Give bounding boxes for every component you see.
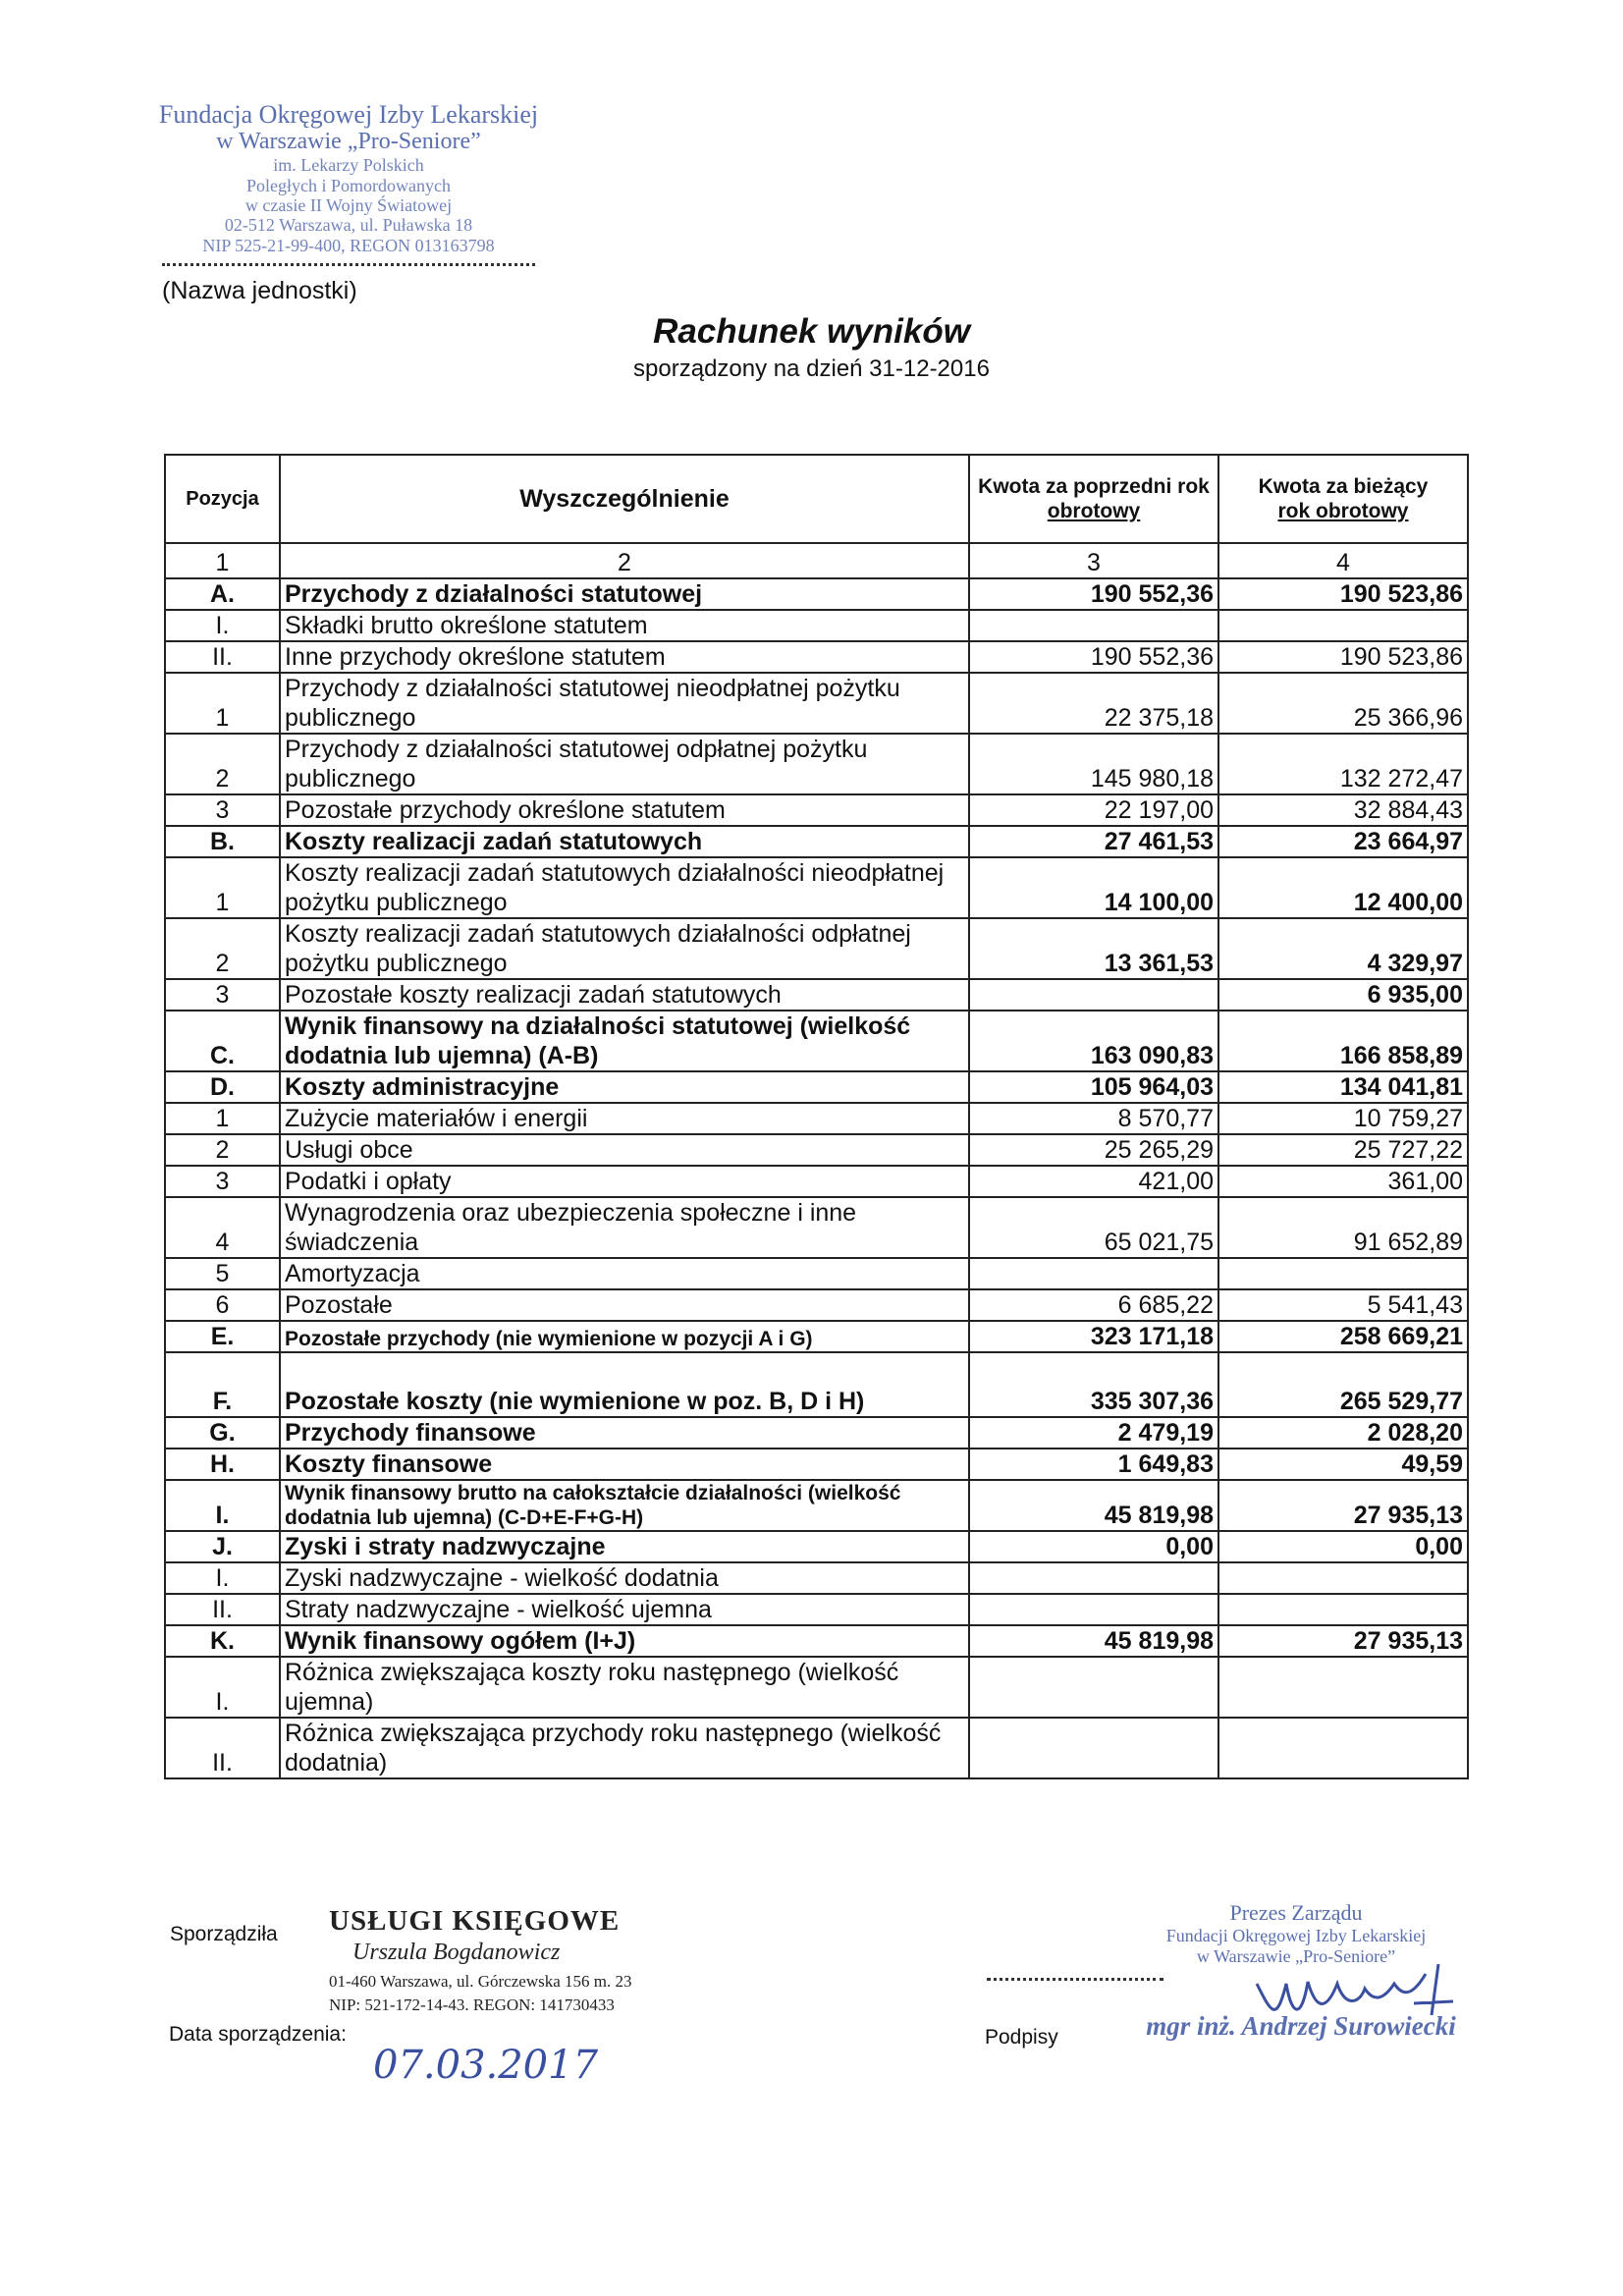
header-current-year-line1: Kwota za bieżący — [1258, 474, 1429, 498]
dotted-line — [162, 263, 535, 266]
row-position: F. — [165, 1352, 280, 1417]
row-current-amount: 4 329,97 — [1218, 918, 1468, 979]
document-title: Rachunek wyników — [653, 312, 970, 351]
row-position: 3 — [165, 1166, 280, 1197]
row-description: Usługi obce — [280, 1134, 969, 1166]
row-current-amount — [1218, 1718, 1468, 1778]
table-row — [165, 1625, 1468, 1657]
row-current-amount: 132 272,47 — [1218, 734, 1468, 794]
row-description: Amortyzacja — [280, 1258, 969, 1289]
table-row — [165, 1718, 1468, 1778]
row-previous-amount: 421,00 — [969, 1166, 1218, 1197]
table-row — [165, 1071, 1468, 1103]
table-row — [165, 918, 1468, 979]
table-row — [165, 1321, 1468, 1352]
row-previous-amount: 14 100,00 — [969, 857, 1218, 918]
row-current-amount: 27 935,13 — [1218, 1625, 1468, 1657]
stamp-line: NIP 525-21-99-400, REGON 013163798 — [202, 235, 495, 255]
signatures-label: Podpisy — [985, 2026, 1058, 2049]
row-current-amount: 5 541,43 — [1218, 1289, 1468, 1321]
row-current-amount — [1218, 1562, 1468, 1594]
row-current-amount: 265 529,77 — [1218, 1352, 1468, 1417]
row-description: Przychody z działalności statutowej — [280, 578, 969, 610]
table-row — [165, 1657, 1468, 1718]
table-row — [165, 826, 1468, 857]
row-position: G. — [165, 1417, 280, 1449]
row-position: II. — [165, 641, 280, 673]
table-row — [165, 1197, 1468, 1258]
header-current-year — [1218, 455, 1468, 543]
income-statement-table — [164, 454, 1469, 1779]
header-previous-year — [969, 455, 1218, 543]
accountant-stamp-name: Urszula Bogdanowicz — [352, 1940, 561, 1965]
row-previous-amount: 1 649,83 — [969, 1449, 1218, 1480]
header-previous-year-line1: Kwota za poprzedni rok — [978, 474, 1210, 498]
accountant-stamp-title: USŁUGI KSIĘGOWE — [329, 1905, 621, 1937]
row-current-amount: 6 935,00 — [1218, 979, 1468, 1011]
row-previous-amount — [969, 1562, 1218, 1594]
row-position: C. — [165, 1011, 280, 1071]
row-position: 6 — [165, 1289, 280, 1321]
row-description: Pozostałe przychody określone statutem — [280, 794, 969, 826]
row-description: Koszty realizacji zadań statutowych działalności nieodpłatnej pożytku publicznego — [280, 857, 969, 918]
row-current-amount: 190 523,86 — [1218, 578, 1468, 610]
row-current-amount: 258 669,21 — [1218, 1321, 1468, 1352]
table-body — [165, 578, 1468, 1778]
row-current-amount — [1218, 1258, 1468, 1289]
row-position: 2 — [165, 734, 280, 794]
row-current-amount: 27 935,13 — [1218, 1480, 1468, 1531]
table-row — [165, 641, 1468, 673]
signature-dotted-line — [987, 1978, 1163, 1981]
row-description: Straty nadzwyczajne - wielkość ujemna — [280, 1594, 969, 1625]
row-previous-amount: 145 980,18 — [969, 734, 1218, 794]
row-description: Inne przychody określone statutem — [280, 641, 969, 673]
table-row — [165, 1289, 1468, 1321]
row-description: Pozostałe — [280, 1289, 969, 1321]
row-current-amount — [1218, 1657, 1468, 1718]
board-stamp-role: Prezes Zarządu — [1229, 1900, 1363, 1925]
table-row — [165, 578, 1468, 610]
row-description: Podatki i opłaty — [280, 1166, 969, 1197]
board-stamp-org: Fundacji Okręgowej Izby Lekarskiej — [1165, 1926, 1427, 1945]
column-number-row — [165, 543, 1468, 578]
table-row — [165, 1417, 1468, 1449]
table-row — [165, 1531, 1468, 1562]
row-position: I. — [165, 1480, 280, 1531]
preparation-date-label: Data sporządzenia: — [169, 2023, 347, 2046]
row-previous-amount: 2 479,19 — [969, 1417, 1218, 1449]
prepared-by-label: Sporządziła — [170, 1923, 278, 1945]
row-position: 3 — [165, 794, 280, 826]
header-position: Pozycja — [165, 455, 280, 543]
row-current-amount: 49,59 — [1218, 1449, 1468, 1480]
row-description: Składki brutto określone statutem — [280, 610, 969, 641]
row-previous-amount: 27 461,53 — [969, 826, 1218, 857]
stamp-line: im. Lekarzy Polskich — [273, 155, 424, 176]
header-description: Wyszczególnienie — [280, 455, 969, 543]
row-description: Pozostałe koszty (nie wymienione w poz. B, D i H) — [280, 1352, 969, 1417]
row-previous-amount: 163 090,83 — [969, 1011, 1218, 1071]
row-position: 1 — [165, 857, 280, 918]
table-row — [165, 1480, 1468, 1531]
row-current-amount — [1218, 610, 1468, 641]
unit-name-label: (Nazwa jednostki) — [162, 277, 357, 304]
row-previous-amount — [969, 1718, 1218, 1778]
row-previous-amount: 105 964,03 — [969, 1071, 1218, 1103]
table-row — [165, 610, 1468, 641]
row-previous-amount: 65 021,75 — [969, 1197, 1218, 1258]
column-number: 4 — [1218, 543, 1468, 578]
row-current-amount — [1218, 1594, 1468, 1625]
row-current-amount: 166 858,89 — [1218, 1011, 1468, 1071]
handwritten-date: 07.03.2017 — [373, 2043, 599, 2088]
row-description: Koszty realizacji zadań statutowych — [280, 826, 969, 857]
stamp-line: 02-512 Warszawa, ul. Puławska 18 — [224, 215, 473, 236]
stamp-line: w czasie II Wojny Światowej — [244, 195, 453, 216]
table-row — [165, 857, 1468, 918]
row-description: Koszty finansowe — [280, 1449, 969, 1480]
row-current-amount: 10 759,27 — [1218, 1103, 1468, 1134]
row-position: 4 — [165, 1197, 280, 1258]
row-position: J. — [165, 1531, 280, 1562]
table-header-row — [165, 455, 1468, 543]
table-row — [165, 1352, 1468, 1417]
row-description: Wynik finansowy brutto na całokształcie działalności (wielkość dodatnia lub ujemna) (C-D+E-F+G-H) — [280, 1480, 969, 1531]
row-previous-amount: 45 819,98 — [969, 1625, 1218, 1657]
header-current-year-line2: rok obrotowy — [1277, 500, 1409, 522]
row-previous-amount — [969, 1594, 1218, 1625]
row-position: 2 — [165, 1134, 280, 1166]
row-current-amount: 0,00 — [1218, 1531, 1468, 1562]
row-position: 5 — [165, 1258, 280, 1289]
row-position: I. — [165, 1562, 280, 1594]
accountant-stamp-address: 01-460 Warszawa, ul. Górczewska 156 m. 23 — [329, 1972, 632, 1991]
row-current-amount: 91 652,89 — [1218, 1197, 1468, 1258]
row-position: B. — [165, 826, 280, 857]
row-position: 3 — [165, 979, 280, 1011]
table-row — [165, 1134, 1468, 1166]
board-signer-name: mgr inż. Andrzej Surowiecki — [1146, 2011, 1456, 2041]
column-number: 3 — [969, 543, 1218, 578]
row-previous-amount — [969, 979, 1218, 1011]
table-row — [165, 979, 1468, 1011]
organization-stamp — [133, 100, 565, 255]
table-row — [165, 1166, 1468, 1197]
row-description: Wynagrodzenia oraz ubezpieczenia społeczne i inne świadczenia — [280, 1197, 969, 1258]
row-previous-amount: 13 361,53 — [969, 918, 1218, 979]
row-previous-amount — [969, 1258, 1218, 1289]
row-description: Pozostałe koszty realizacji zadań statutowych — [280, 979, 969, 1011]
row-position: I. — [165, 1657, 280, 1718]
row-current-amount: 134 041,81 — [1218, 1071, 1468, 1103]
table-row — [165, 1594, 1468, 1625]
row-position: K. — [165, 1625, 280, 1657]
row-previous-amount: 25 265,29 — [969, 1134, 1218, 1166]
row-previous-amount: 335 307,36 — [969, 1352, 1218, 1417]
row-position: I. — [165, 610, 280, 641]
stamp-line: w Warszawie „Pro-Seniore” — [216, 129, 481, 155]
table-row — [165, 1103, 1468, 1134]
row-previous-amount: 6 685,22 — [969, 1289, 1218, 1321]
row-description: Zyski i straty nadzwyczajne — [280, 1531, 969, 1562]
table-row — [165, 734, 1468, 794]
row-description: Zużycie materiałów i energii — [280, 1103, 969, 1134]
row-current-amount: 2 028,20 — [1218, 1417, 1468, 1449]
row-current-amount: 25 366,96 — [1218, 673, 1468, 734]
row-current-amount: 361,00 — [1218, 1166, 1468, 1197]
row-description: Wynik finansowy ogółem (I+J) — [280, 1625, 969, 1657]
document-subtitle: sporządzony na dzień 31-12-2016 — [633, 355, 990, 382]
row-position: A. — [165, 578, 280, 610]
row-position: D. — [165, 1071, 280, 1103]
row-previous-amount: 22 375,18 — [969, 673, 1218, 734]
row-current-amount: 12 400,00 — [1218, 857, 1468, 918]
table-row — [165, 794, 1468, 826]
accountant-stamp-ids: NIP: 521-172-14-43. REGON: 141730433 — [329, 1995, 615, 2014]
row-description: Zyski nadzwyczajne - wielkość dodatnia — [280, 1562, 969, 1594]
row-position: E. — [165, 1321, 280, 1352]
row-description: Koszty realizacji zadań statutowych działalności odpłatnej pożytku publicznego — [280, 918, 969, 979]
table-row — [165, 1449, 1468, 1480]
board-stamp-city: w Warszawie „Pro-Seniore” — [1196, 1946, 1396, 1966]
column-number: 2 — [280, 543, 969, 578]
row-previous-amount: 190 552,36 — [969, 641, 1218, 673]
row-previous-amount: 0,00 — [969, 1531, 1218, 1562]
row-position: 1 — [165, 673, 280, 734]
row-position: 1 — [165, 1103, 280, 1134]
row-position: 2 — [165, 918, 280, 979]
column-number: 1 — [165, 543, 280, 578]
stamp-line: Fundacja Okręgowej Izby Lekarskiej — [158, 100, 539, 129]
row-description: Różnica zwiększająca koszty roku następnego (wielkość ujemna) — [280, 1657, 969, 1718]
row-description: Przychody finansowe — [280, 1417, 969, 1449]
row-description: Przychody z działalności statutowej odpłatnej pożytku publicznego — [280, 734, 969, 794]
table-row — [165, 1562, 1468, 1594]
row-previous-amount: 45 819,98 — [969, 1480, 1218, 1531]
row-description: Przychody z działalności statutowej nieodpłatnej pożytku publicznego — [280, 673, 969, 734]
table-row — [165, 1258, 1468, 1289]
row-position: H. — [165, 1449, 280, 1480]
row-description: Różnica zwiększająca przychody roku następnego (wielkość dodatnia) — [280, 1718, 969, 1778]
table-row — [165, 673, 1468, 734]
row-previous-amount: 190 552,36 — [969, 578, 1218, 610]
row-current-amount: 25 727,22 — [1218, 1134, 1468, 1166]
row-previous-amount — [969, 610, 1218, 641]
row-current-amount: 32 884,43 — [1218, 794, 1468, 826]
row-previous-amount: 22 197,00 — [969, 794, 1218, 826]
row-description: Koszty administracyjne — [280, 1071, 969, 1103]
row-description: Wynik finansowy na działalności statutowej (wielkość dodatnia lub ujemna) (A-B) — [280, 1011, 969, 1071]
row-previous-amount: 323 171,18 — [969, 1321, 1218, 1352]
row-current-amount: 23 664,97 — [1218, 826, 1468, 857]
table-row — [165, 1011, 1468, 1071]
row-position: II. — [165, 1718, 280, 1778]
row-description: Pozostałe przychody (nie wymienione w pozycji A i G) — [280, 1321, 969, 1352]
header-previous-year-line2: obrotowy — [1047, 500, 1141, 522]
row-position: II. — [165, 1594, 280, 1625]
stamp-line: Poległych i Pomordowanych — [246, 175, 451, 195]
accountant-stamp — [329, 1905, 702, 2015]
row-current-amount: 190 523,86 — [1218, 641, 1468, 673]
row-previous-amount — [969, 1657, 1218, 1718]
row-previous-amount: 8 570,77 — [969, 1103, 1218, 1134]
